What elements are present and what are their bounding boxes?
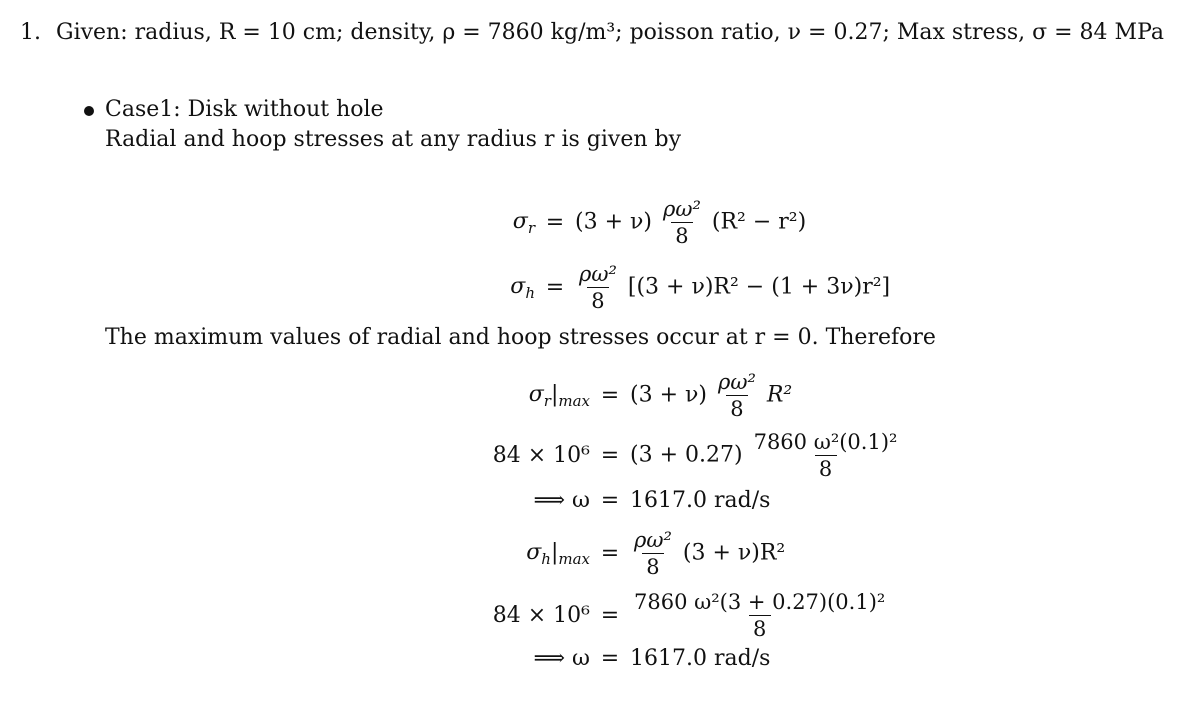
equation-lhs: 84 × 10⁶	[492, 603, 590, 628]
equation-lhs: ⟹ ω	[533, 646, 590, 671]
equation-lhs: ⟹ ω	[533, 488, 590, 513]
equation-numeric-2	[440, 590, 889, 641]
bullet-icon	[84, 106, 94, 116]
equation-omega-2	[440, 646, 770, 671]
equation-sigma-h	[440, 262, 890, 313]
equals-sign: =	[600, 383, 620, 408]
equation-rhs: 1617.0 rad/s	[630, 646, 771, 671]
equation-rhs: (3 + ν) $\frac{\text{ρω²}}{8}$ (R² − r²)	[575, 197, 807, 248]
equals-sign: =	[545, 275, 565, 300]
equation-sigma-h-max	[440, 528, 785, 579]
case-title: Case1: Disk without hole	[105, 97, 384, 122]
equation-lhs: $\sigma_r|_{max}$	[528, 381, 590, 410]
given-line	[20, 20, 1164, 45]
equation-rhs: 1617.0 rad/s	[630, 488, 771, 513]
equals-sign: =	[600, 603, 620, 628]
equals-sign: =	[600, 646, 620, 671]
equals-sign: =	[600, 488, 620, 513]
equation-sigma-r-max	[440, 370, 792, 421]
equation-lhs: $\sigma_h|_{max}$	[526, 539, 590, 568]
equals-sign: =	[600, 541, 620, 566]
max-text: The maximum values of radial and hoop stresses occur at r = 0. Therefore	[105, 325, 936, 350]
equation-rhs: $\frac{\text{7860 ω²(3 + 0.27)(0.1)²}}{8}$	[634, 590, 886, 641]
equals-sign: =	[600, 443, 620, 468]
equals-sign: =	[545, 210, 565, 235]
equation-rhs: (3 + 0.27) $\frac{\text{7860 ω²(0.1)²}}{8}$	[630, 430, 898, 481]
equation-lhs: $\sigma_r$	[512, 208, 535, 237]
equation-lhs: $\sigma_h$	[510, 273, 535, 302]
equation-lhs: 84 × 10⁶	[492, 443, 590, 468]
equation-rhs: (3 + ν) $\frac{\text{ρω²}}{8}$ R²	[630, 370, 793, 421]
equation-rhs: $\frac{\text{ρω²}}{8}$ (3 + ν)R²	[634, 528, 786, 579]
item-number: 1.	[20, 20, 41, 45]
equation-rhs: $\frac{\text{ρω²}}{8}$ [(3 + ν)R² − (1 + 3ν)r²]	[579, 262, 891, 313]
equation-omega-1	[440, 488, 770, 513]
given-text: Given: radius, R = 10 cm; density, ρ = 7860 kg/m³; poisson ratio, ν = 0.27; Max stress, σ = 84 MPa	[56, 20, 1165, 45]
case-intro: Radial and hoop stresses at any radius r is given by	[105, 127, 682, 152]
equation-numeric-1	[440, 430, 901, 481]
equation-sigma-r	[440, 197, 806, 248]
